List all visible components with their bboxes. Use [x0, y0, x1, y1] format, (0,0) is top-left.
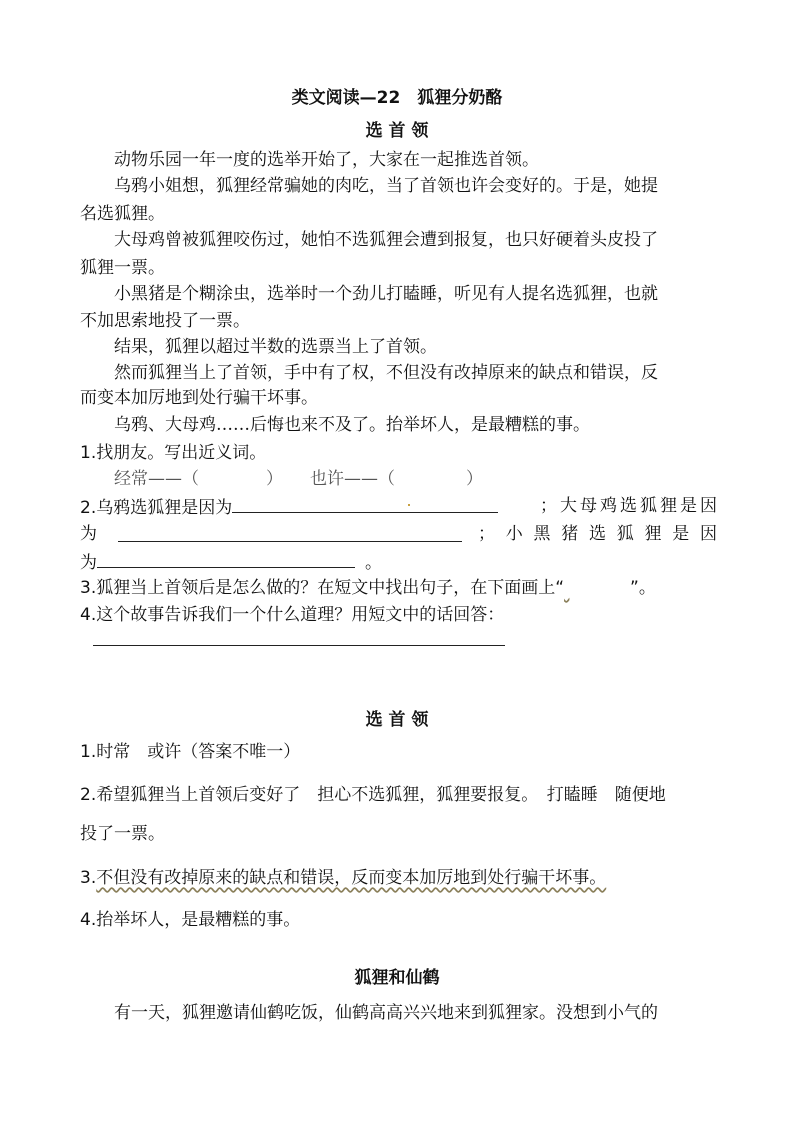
q3-prompt: 3.狐狸当上首领后是怎么做的？在短文中找出句子，在下面画上“ [80, 578, 565, 598]
q1-b-close-paren: ） [466, 469, 483, 489]
q2-prompt-c: 为 [80, 524, 97, 544]
passage-title: 选 首 领 [365, 121, 429, 141]
question-4: 4.这个故事告诉我们一个什么道理？用短文中的话回答： [80, 605, 505, 625]
passage-line: 然而狐狸当上了首领，手中有了权，不但没有改掉原来的缺点和错误，反 [114, 363, 658, 383]
q4-answer-line[interactable] [93, 645, 505, 646]
passage-line: 而变本加厉地到处行骗干坏事。 [80, 388, 318, 408]
question-1-item-a [114, 467, 199, 491]
passage-line: 乌鸦、大母鸡……后悔也来不及了。抬举坏人，是最糟糕的事。 [114, 415, 590, 435]
passage-line: 结果，狐狸以超过半数的选票当上了首领。 [114, 337, 437, 357]
q2-prompt-d: ； 小 黑 猪 选 狐 狸 是 因 [478, 524, 717, 544]
next-story-title: 狐狸和仙鹤 [354, 968, 440, 988]
passage-line: 动物乐园一年一度的选举开始了，大家在一起推选首领。 [114, 150, 539, 170]
q3-close-quote: ”。 [630, 578, 656, 598]
passage-line: 名选狐狸。 [80, 204, 165, 224]
q3-wavy-sample [564, 576, 620, 600]
q2-blank-b[interactable] [118, 541, 462, 542]
question-3 [80, 576, 656, 600]
q2-blank-a[interactable] [232, 494, 498, 513]
passage-line: 小黑猪是个糊涂虫，选举时一个劲儿打瞌睡，听见有人提名选狐狸，也就 [114, 284, 658, 304]
blank-dot [408, 504, 410, 506]
answer-3 [80, 866, 606, 890]
q2-blank-c[interactable] [97, 549, 355, 568]
passage-line: 狐狸一票。 [80, 258, 165, 278]
answer-4: 4.抬举坏人，是最糟糕的事。 [80, 910, 301, 930]
next-story-line: 有一天，狐狸邀请仙鹤吃饭，仙鹤高高兴兴地来到狐狸家。没想到小气的 [114, 1003, 658, 1023]
question-1-item-b: 也许——（ [310, 469, 395, 489]
q2-prompt-e: 为 [80, 553, 97, 573]
answer-2-line-2: 投了一票。 [80, 824, 165, 844]
document-title: 类文阅读—22 狐狸分奶酪 [291, 88, 503, 108]
question-1: 1.找朋友。写出近义词。 [80, 443, 267, 463]
q1-a-prompt: 经常——（ [114, 469, 199, 489]
q2-prompt-b: ； 大 母 鸡 选 狐 狸 是 因 [540, 496, 717, 516]
answer-1: 1.时常 或许（答案不唯一） [80, 742, 301, 762]
passage-line: 大母鸡曾被狐狸咬伤过，她怕不选狐狸会遭到报复，也只好硬着头皮投了 [114, 230, 658, 250]
passage-line: 不加思索地投了一票。 [80, 311, 250, 331]
answer-key-title: 选 首 领 [365, 710, 429, 730]
answer-3-text: 不但没有改掉原来的缺点和错误，反而变本加厉地到处行骗干坏事。 [96, 868, 607, 888]
q1-a-close-paren: ） [266, 469, 283, 489]
answer-3-number: 3. [80, 868, 97, 888]
q2-prompt-a: 2.乌鸦选狐狸是因为 [80, 498, 233, 518]
answer-2-line-1: 2.希望狐狸当上首领后变好了 担心不选狐狸，狐狸要报复。 打瞌睡 随便地 [80, 785, 666, 805]
passage-line: 乌鸦小姐想，狐狸经常骗她的肉吃，当了首领也许会变好的。于是，她提 [114, 176, 658, 196]
question-2-line-3 [80, 549, 382, 575]
q2-period: 。 [365, 553, 382, 573]
question-2-line-1 [80, 494, 498, 520]
